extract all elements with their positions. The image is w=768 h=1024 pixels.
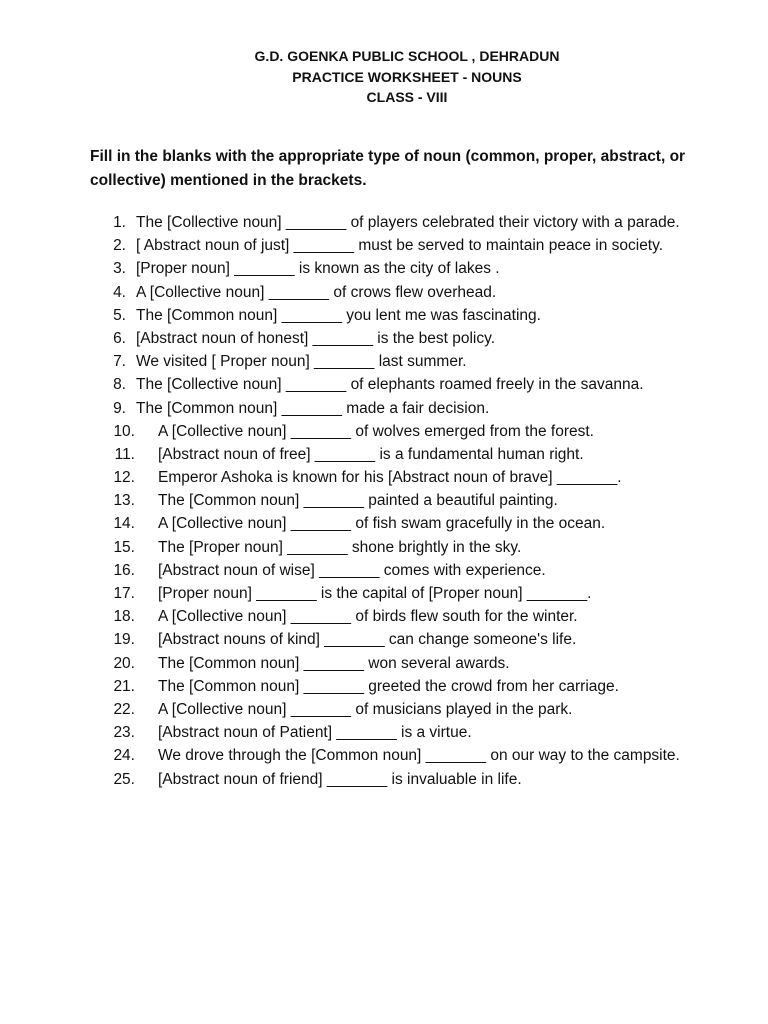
question-number: 18. bbox=[113, 608, 135, 626]
question-number: 8. bbox=[113, 376, 126, 394]
question-number: 13. bbox=[113, 492, 135, 510]
question-text: [Abstract noun of free] _______ is a fundamental human right. bbox=[158, 445, 584, 463]
question-number: 17. bbox=[113, 585, 135, 602]
question-text: A [Collective noun] _______ of musicians played in the park. bbox=[158, 700, 573, 718]
question-number: 25. bbox=[113, 770, 135, 788]
class-label: CLASS - VIII bbox=[366, 89, 448, 105]
question-text: [ Abstract noun of just] _______ must be served to maintain peace in society. bbox=[136, 237, 664, 255]
question-text: [Abstract noun of friend] _______ is invaluable in life. bbox=[158, 770, 522, 788]
question-number: 22. bbox=[113, 700, 135, 718]
question-number: 16. bbox=[113, 561, 135, 579]
question-text: A [Collective noun] _______ of crows flew overhead. bbox=[136, 283, 497, 301]
question-text: The [Common noun] _______ painted a beautiful painting. bbox=[158, 492, 558, 510]
question-text: The [Proper noun] _______ shone brightly in the sky. bbox=[158, 538, 522, 556]
question-number: 15. bbox=[113, 538, 135, 556]
question-number: 3. bbox=[113, 260, 126, 278]
question-number: 24. bbox=[113, 747, 135, 765]
question-number: 19. bbox=[113, 631, 135, 649]
question-text: [Abstract nouns of kind] _______ can change someone's life. bbox=[158, 631, 577, 649]
instruction-text: Fill in the blanks with the appropriate type of noun (common, proper, abstract, or collective) mentioned in the brackets. bbox=[90, 148, 686, 189]
question-number: 2. bbox=[113, 237, 126, 255]
question-number: 7. bbox=[113, 353, 126, 371]
question-text: The [Collective noun] _______ of players celebrated their victory with a parade. bbox=[136, 214, 680, 231]
question-text: [Abstract noun of honest] _______ is the best policy. bbox=[136, 329, 496, 347]
question-text: A [Collective noun] _______ of fish swam gracefully in the ocean. bbox=[158, 515, 606, 533]
question-number: 6. bbox=[113, 329, 126, 347]
question-text: The [Common noun] _______ greeted the crowd from her carriage. bbox=[158, 677, 619, 695]
question-text: Emperor Ashoka is known for his [Abstract noun of brave] _______. bbox=[158, 469, 622, 487]
question-number: 4. bbox=[113, 283, 126, 301]
worksheet-title: PRACTICE WORKSHEET - NOUNS bbox=[292, 68, 522, 85]
question-text: We drove through the [Common noun] _______ on our way to the campsite. bbox=[158, 747, 680, 765]
question-text: A [Collective noun] _______ of wolves emerged from the forest. bbox=[158, 422, 594, 440]
question-number: 14. bbox=[113, 515, 135, 533]
question-number: 1. bbox=[113, 214, 126, 231]
question-number: 5. bbox=[113, 306, 126, 324]
question-number: 23. bbox=[113, 724, 135, 742]
question-text: The [Common noun] _______ won several awards. bbox=[158, 654, 510, 672]
question-text: We visited [ Proper noun] _______ last summer. bbox=[136, 353, 467, 371]
question-text: The [Common noun] _______ you lent me was fascinating. bbox=[136, 306, 541, 324]
question-number: 11. bbox=[114, 445, 135, 463]
question-number: 12. bbox=[113, 469, 135, 487]
question-text: [Abstract noun of Patient] _______ is a virtue. bbox=[158, 724, 472, 742]
question-text: [Abstract noun of wise] _______ comes with experience. bbox=[158, 561, 546, 579]
question-text: [Proper noun] _______ is the capital of [Proper noun] _______. bbox=[158, 585, 592, 602]
question-number: 9. bbox=[113, 399, 126, 417]
school-name: G.D. GOENKA PUBLIC SCHOOL , DEHRADUN bbox=[254, 48, 560, 64]
question-text: A [Collective noun] _______ of birds flew south for the winter. bbox=[158, 608, 578, 626]
question-number: 21. bbox=[113, 677, 135, 695]
question-number: 20. bbox=[113, 654, 135, 672]
question-number: 10. bbox=[113, 422, 135, 440]
worksheet-header bbox=[0, 46, 768, 108]
question-text: The [Collective noun] _______ of elephants roamed freely in the savanna. bbox=[136, 376, 644, 394]
question-text: The [Common noun] _______ made a fair decision. bbox=[136, 399, 490, 417]
question-text: [Proper noun] _______ is known as the city of lakes . bbox=[136, 260, 500, 278]
